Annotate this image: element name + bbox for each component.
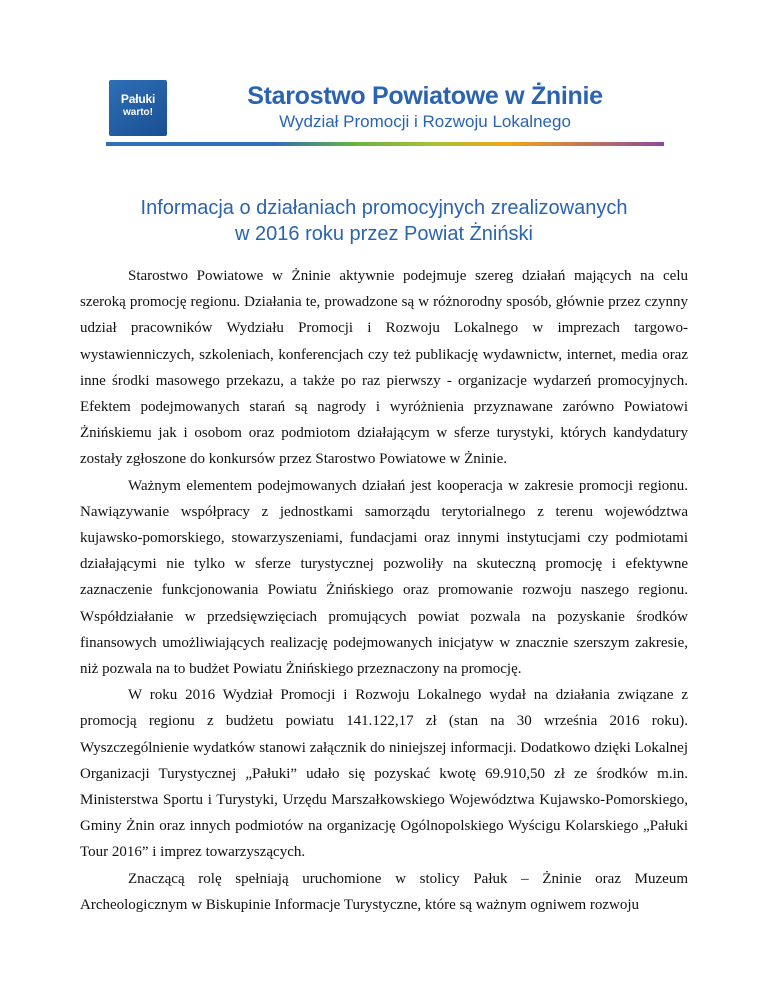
document-title-line2: w 2016 roku przez Powiat Żniński	[235, 223, 533, 245]
department-name: Wydział Promocji i Rozwoju Lokalnego	[279, 112, 571, 131]
document-title	[100, 195, 668, 247]
paragraph-3: W roku 2016 Wydział Promocji i Rozwoju Lokalnego wydał na działania związane z promocją regionu z budżetu powiatu 141.122,17 zł (stan na 30 września 2016 roku). Wyszczególnienie wydatków stanowi załącznik do niniejszej informacji. Dodatkowo dzięki Lokalnej Organizacji Turystycznej „Pałuki” udało się pozyskać kwotę 69.910,50 zł ze środków m.in. Ministerstwa Sportu i Turystyki, Urzędu Marszałkowskiego Województwa Kujawsko-Pomorskiego, Gminy Żnin oraz innych podmiotów na organizację Ogólnopolskiego Wyścigu Kolarskiego „Pałuki Tour 2016” i imprez towarzyszących.	[80, 687, 688, 861]
letterhead	[0, 0, 768, 160]
document-body	[80, 263, 688, 918]
document-title-line1: Informacja o działaniach promocyjnych zrealizowanych	[140, 197, 628, 219]
paragraph-2: Ważnym elementem podejmowanych działań jest kooperacja w zakresie promocji regionu. Nawiązywanie współpracy z jednostkami samorządu terytorialnego z terenu województwa kujawsko-pomorskiego, stowarzyszeniami, fundacjami oraz innymi instytucjami czy podmiotami działającymi nie tylko w sferze turystycznej pozwoliły na skuteczną promocję i efektywne zaznaczenie funkcjonowania Powiatu Żnińskiego oraz promowanie rozwoju naszego regionu. Współdziałanie w przedsięwzięciach promujących powiat pozwala na pozyskanie środków finansowych umożliwiających realizację podejmowanych inicjatyw w znacznie szerszym zakresie, niż pozwala na to budżet Powiatu Żnińskiego przeznaczony na promocję.	[80, 477, 688, 678]
office-name: Starostwo Powiatowe w Żninie	[247, 82, 603, 110]
paragraph-1: Starostwo Powiatowe w Żninie aktywnie podejmuje szereg działań mających na celu szeroką promocję regionu. Działania te, prowadzone są w różnorodny sposób, głównie przez czynny udział pracowników Wydziału Promocji i Rozwoju Lokalnego w imprezach targowo-wystawienniczych, szkoleniach, konferencjach czy też publikację wydawnictw, internet, media oraz inne środki masowego przekazu, a także po raz pierwszy - organizacje wydarzeń promocyjnych. Efektem podejmowanych starań są nagrody i wyróżnienia przyznawane zarówno Powiatowi Żnińskiemu jak i osobom oraz podmiotom działającym w sferze turystyki, których kandydatury zostały zgłoszone do konkursów przez Starostwo Powiatowe w Żninie.	[80, 268, 688, 468]
logo-text-line2: warto!	[123, 107, 153, 118]
paragraph-4: Znaczącą rolę spełniają uruchomione w stolicy Pałuk – Żninie oraz Muzeum Archeologicznym w Biskupinie Informacje Turystyczne, które są ważnym ogniwem rozwoju	[80, 870, 688, 913]
paluki-warto-logo	[109, 80, 167, 136]
logo-text-line1: Pałuki	[120, 92, 156, 106]
color-stripe-divider	[106, 142, 664, 146]
